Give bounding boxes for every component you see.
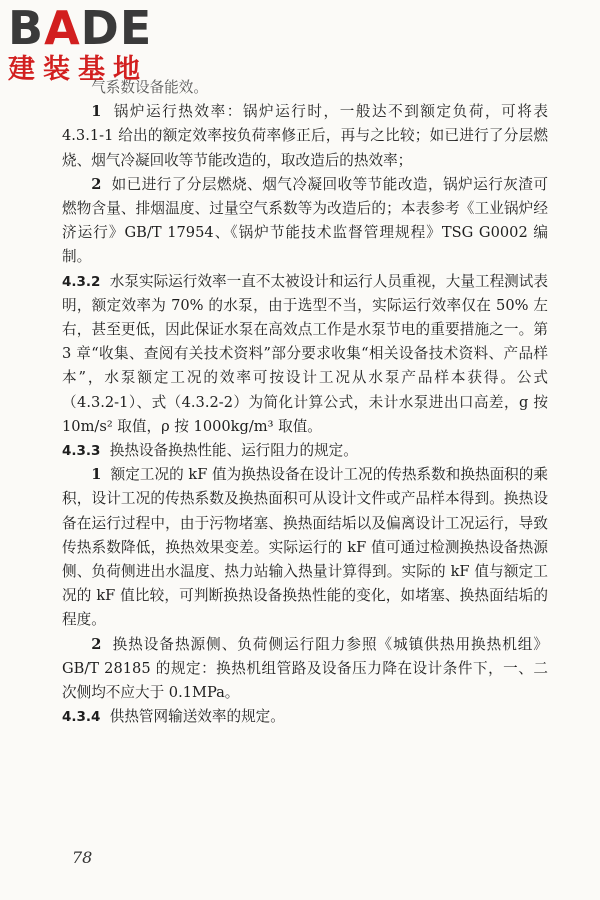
page-number: 78 <box>72 848 93 867</box>
item-text: 额定工况的 kF 值为换热设备在设计工况的传热系数和换热面积的乘积，设计工况的传热系数及换热面积可从设计文件或产品样本得到。换热设备在运行过程中，由于污物堵塞、换热面结垢以及偏离设计工况运行，导致传热系数降低，换热效果变差。实际运行的 kF 值可通过检测换热设备热源侧、负荷侧进出水温度、热力站输入热量计算得到。实际的 kF 值与额定工况的 kF 值比较，可判断换热设备换热性能的变化，如堵塞、换热面结垢的程度。 <box>62 466 548 629</box>
logo-wordmark <box>8 1 198 55</box>
paragraph-433-item-2 <box>62 633 548 706</box>
document-body <box>62 76 548 729</box>
item-number: 1 <box>91 103 102 121</box>
logo-letter: B <box>8 1 45 55</box>
item-text: 换热设备热源侧、负荷侧运行阻力参照《城镇供热用换热机组》GB/T 28185 的规定：换热机组管路及设备压力降在设计条件下，一、二次侧均不应大于 0.1MPa。 <box>62 635 548 702</box>
section-number: 4.3.4 <box>62 709 101 726</box>
section-4-3-3 <box>62 439 548 463</box>
item-text: 锅炉运行热效率：锅炉运行时，一般达不到额定负荷，可将表 4.3.1-1 给出的额定效率按负荷率修正后，再与之比较；如已进行了分层燃烧、烟气冷凝回收等节能改造的，取改造后的热效率； <box>62 103 548 169</box>
paragraph-item-2 <box>62 173 548 270</box>
section-4-3-2 <box>62 270 548 439</box>
item-text: 如已进行了分层燃烧、烟气冷凝回收等节能改造，锅炉运行灰渣可燃物含量、排烟温度、过量空气系数等为改造后的；本表参考《工业锅炉经济运行》GB/T 17954、《锅炉节能技术监督管理规程》TSG G0002 编制。 <box>62 175 548 266</box>
logo-letter-accent: A <box>44 1 81 55</box>
section-4-3-4 <box>62 705 548 729</box>
item-number: 2 <box>91 635 102 653</box>
logo-letters: DE <box>80 1 153 55</box>
item-number: 1 <box>91 466 102 484</box>
section-number: 4.3.3 <box>62 443 101 460</box>
logo-chinese: 建装基地 <box>8 54 148 85</box>
item-number: 2 <box>91 175 102 193</box>
paragraph-item-1 <box>62 100 548 173</box>
section-text: 换热设备换热性能、运行阻力的规定。 <box>109 442 358 460</box>
section-text: 供热管网输送效率的规定。 <box>109 708 285 726</box>
section-text: 水泵实际运行效率一直不太被设计和运行人员重视，大量工程测试表明，额定效率为 70% 的水泵，由于选型不当，实际运行效率仅在 50% 左右，甚至更低，因此保证水泵在高效点工作是水泵节电的重要措施之一。第 3 章“收集、查阅有关技术资料”部分要求收集“相关设备技术资料、产品样本”，水泵额定工况的效率可按设计工况从水泵产品样本获得。公式（4.3.2-1）、式（4.3.2-2）为简化计算公式，未计水泵进出口高差，g 按 10m/s² 取值，ρ 按 1000kg/m³ 取值。 <box>62 272 548 435</box>
paragraph-433-item-1 <box>62 463 548 632</box>
section-number: 4.3.2 <box>62 273 101 290</box>
top-fragment: 气系数设备能效。 <box>91 79 208 96</box>
